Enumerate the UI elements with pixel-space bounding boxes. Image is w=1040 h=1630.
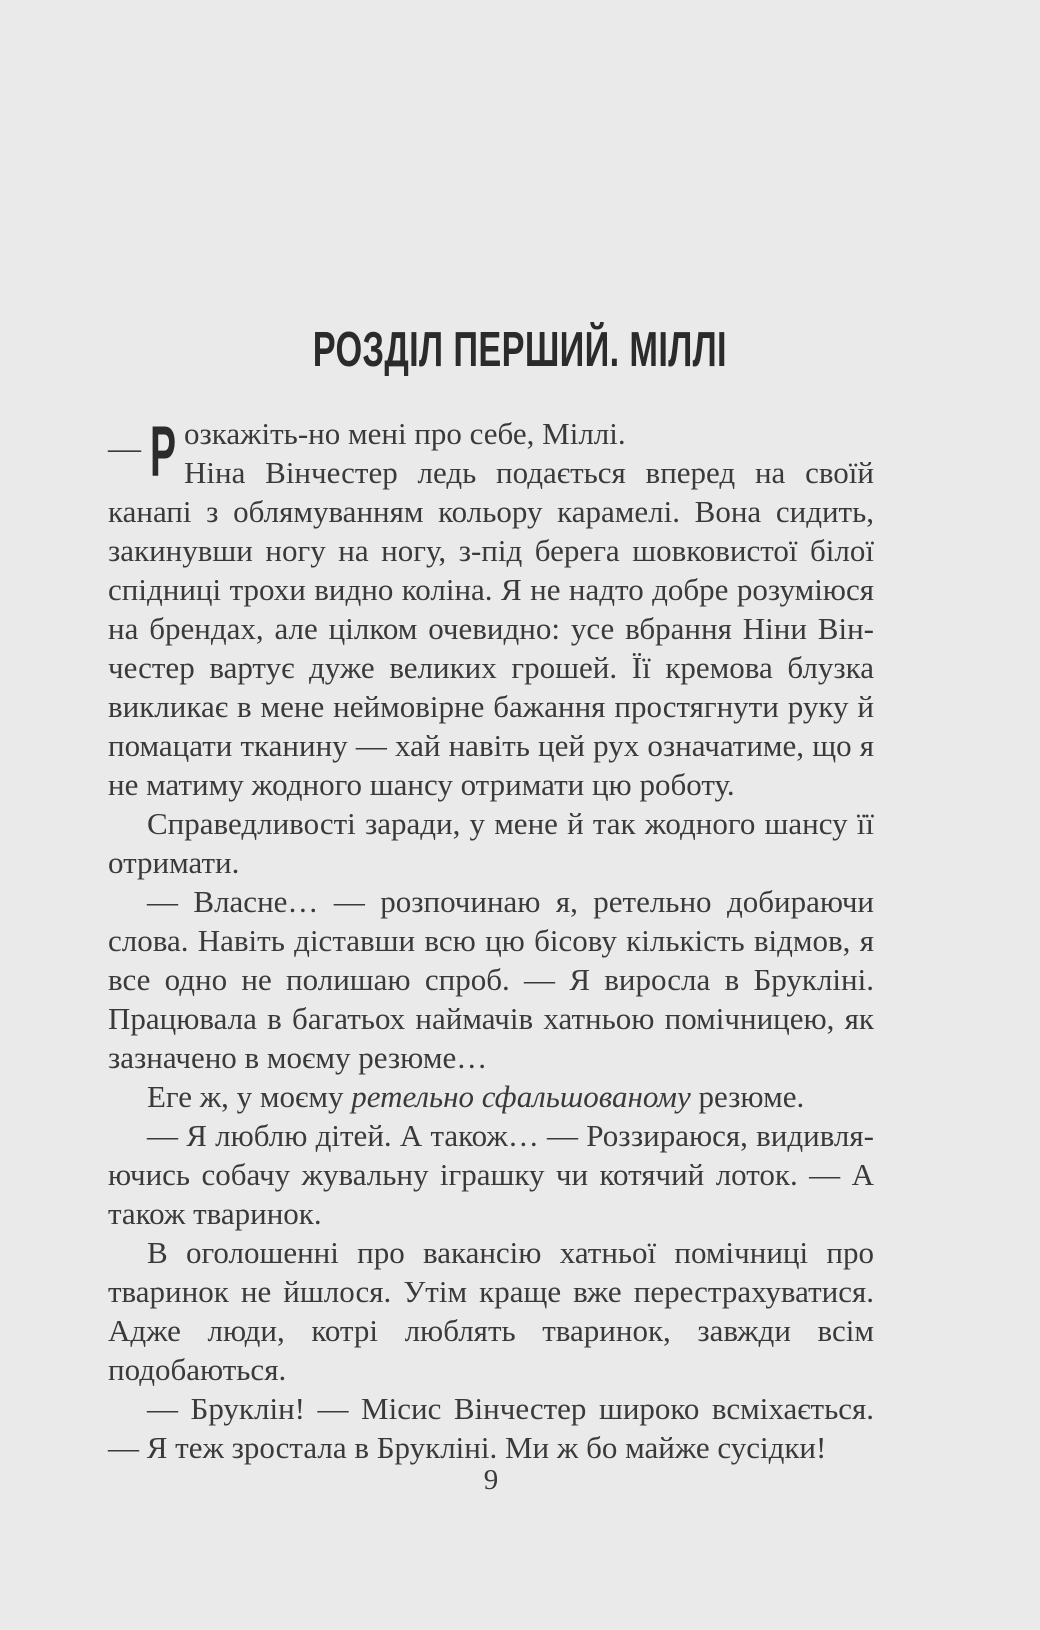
em-dash: — <box>108 430 141 467</box>
text-run: — Бруклін! — Місис Вінчестер широко всміхається. — Я теж зростала в Брукліні. Ми ж бо майже сусідки! <box>108 1391 874 1465</box>
paragraph <box>108 453 874 804</box>
text-run: В оголошенні про вакансію хатньої помічниці про тваринок не йшлося. Утім краще вже перестрахуватися. Адже люди, котрі люблять тваринок, завжди всім подобаються. <box>108 1235 874 1387</box>
text-run: Ніна Вінчестер ледь подається вперед на своїй канапі з облямуванням кольору карамелі. Вона сидить, закинувши ногу на ногу, з-під берега шовковистої білої спідниці трохи видно коліна. Я не надто добре розуміюся на брендах, але цілком очевидно: усе вбрання Ніни Вінчестер вартує дуже великих грошей. Її кремова блузка викликає в мене неймовірне бажання простягнути руку й помацати тканину — хай навіть цей рух означатиме, що я не матиму жодного шансу отримати цю роботу. <box>108 455 874 802</box>
text-run: резюме. <box>690 1079 805 1114</box>
text-run: Еге ж, у моєму <box>147 1079 352 1114</box>
paragraph <box>108 1116 874 1233</box>
dropcap-letter: Р <box>150 413 177 492</box>
paragraph <box>108 882 874 1077</box>
page-number: 9 <box>483 1464 499 1496</box>
text-run: — Я люблю дітей. А також… — Роззираюся, видивляючись собачу жувальну іграшку чи котячий лоток. — А також тваринок. <box>108 1118 874 1231</box>
body-text <box>108 414 874 1467</box>
paragraphs-container <box>108 453 874 1467</box>
paragraph-opening-text: озкажіть-но мені про себе, Міллі. <box>184 416 626 451</box>
paragraph <box>108 1389 874 1467</box>
text-run: Справедливості заради, у мене й так жодного шансу її отримати. <box>108 806 874 880</box>
dropcap-letter-box <box>150 413 177 492</box>
italic-text-run: ретельно сфальшованому <box>351 1079 691 1114</box>
chapter-title-text: РОЗДІЛ ПЕРШИЙ. МІЛЛІ <box>312 323 728 377</box>
dropcap <box>108 413 177 492</box>
paragraph-opening <box>108 413 874 492</box>
paragraph <box>108 1077 874 1116</box>
paragraph <box>108 1233 874 1389</box>
text-run: — Власне… — розпочинаю я, ретельно добираючи слова. Навіть діставши всю цю бісову кількість відмов, я все одно не полишаю спроб. — Я виросла в Брукліні. Працювала в багатьох наймачів хатньою помічницею, як зазначено в моєму резюме… <box>108 884 874 1075</box>
paragraph <box>108 804 874 882</box>
chapter-title <box>0 323 1040 377</box>
